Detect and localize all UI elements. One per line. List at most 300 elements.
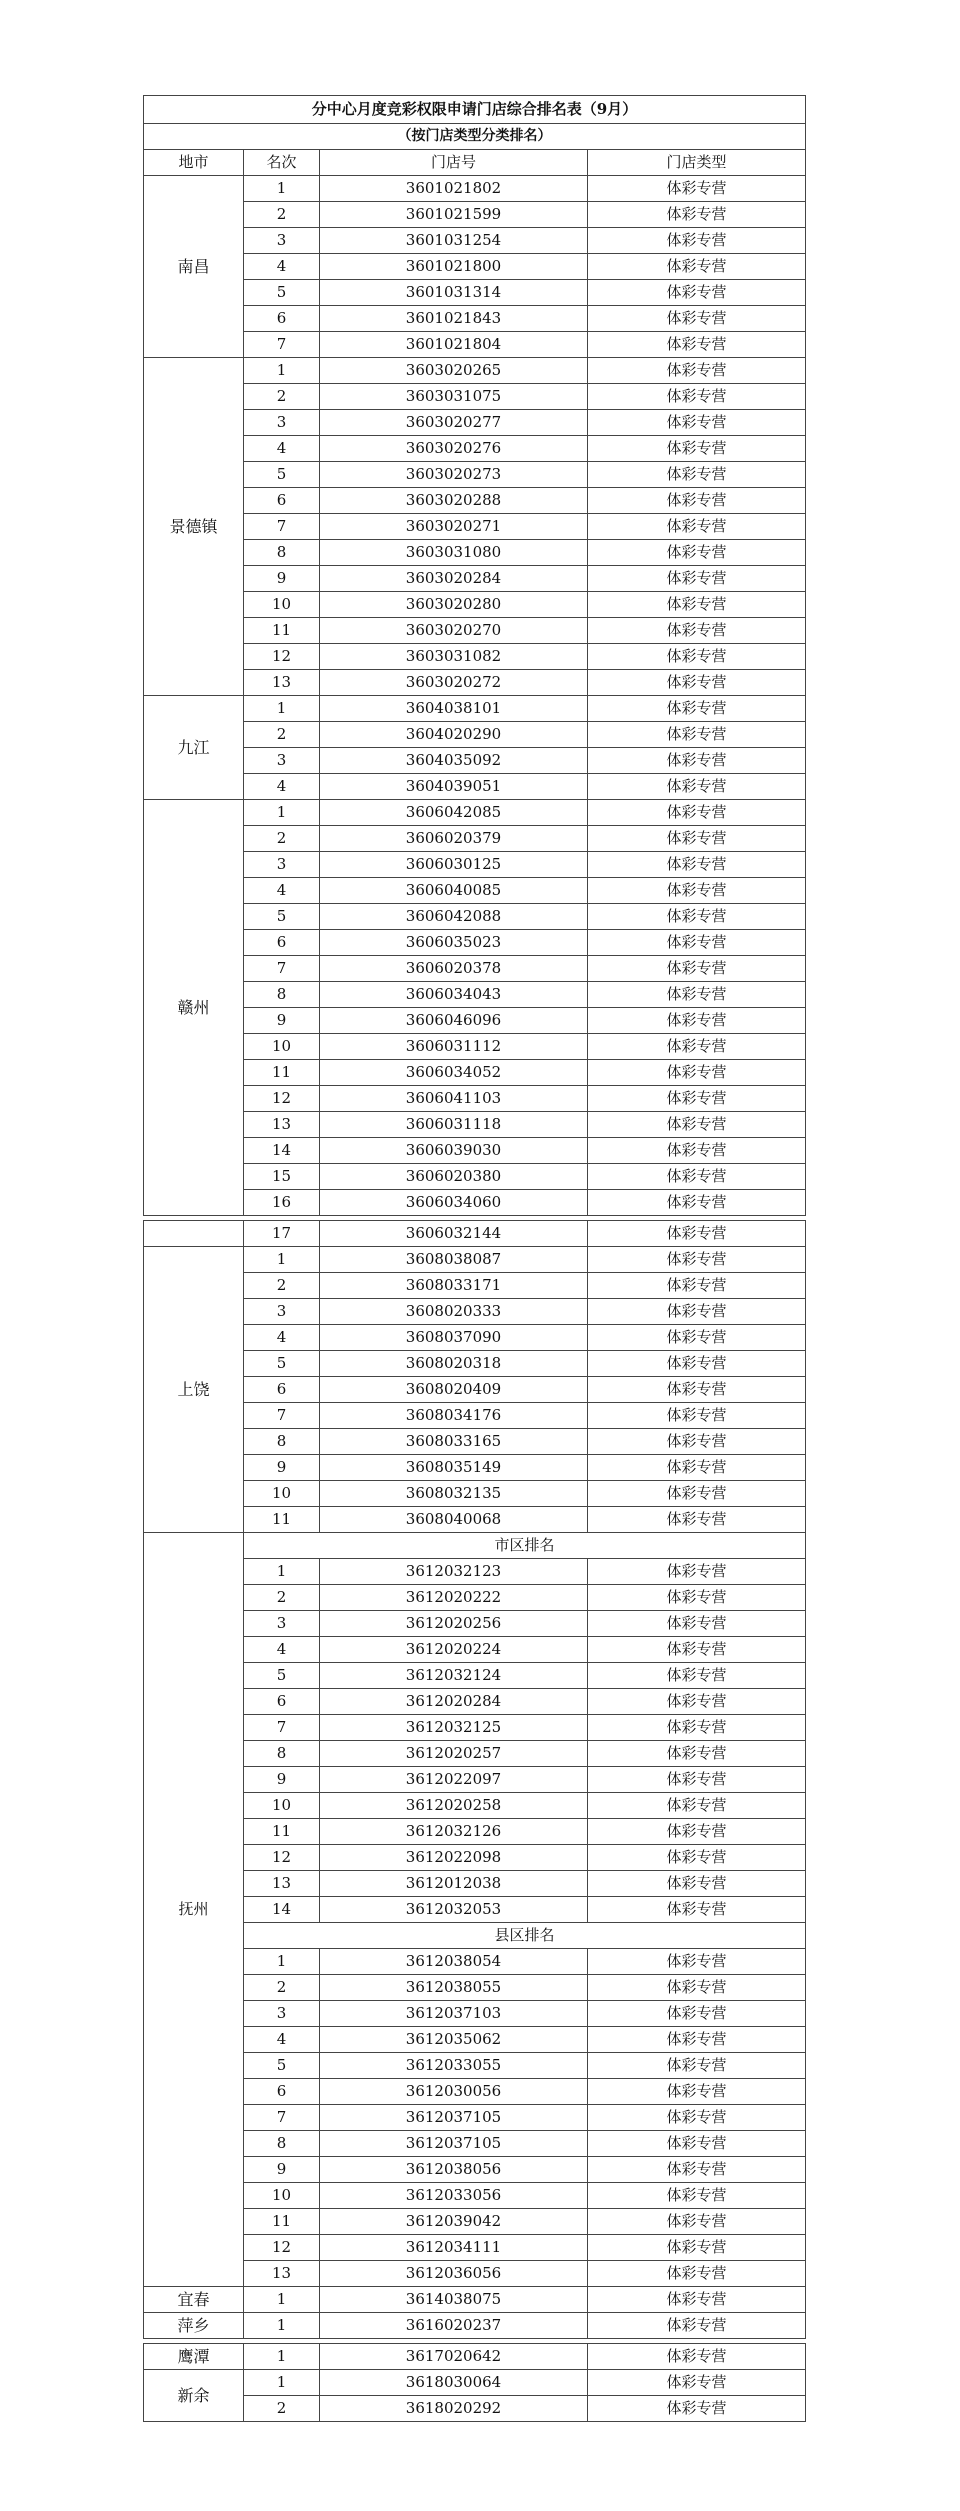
table-row (144, 566, 806, 592)
table-row (144, 1819, 806, 1845)
store-number-cell: 3604020290 (320, 722, 588, 748)
table-row (144, 332, 806, 358)
table-row (144, 1034, 806, 1060)
rank-cell: 4 (244, 436, 320, 462)
rank-cell: 7 (244, 2105, 320, 2131)
section-label: 市区排名 (244, 1533, 806, 1559)
store-number-cell: 3603020276 (320, 436, 588, 462)
rank-cell: 4 (244, 774, 320, 800)
rank-cell: 10 (244, 592, 320, 618)
rank-cell: 5 (244, 1351, 320, 1377)
rank-cell: 4 (244, 254, 320, 280)
table-row (144, 852, 806, 878)
header-store-type: 门店类型 (588, 150, 806, 176)
store-number-cell: 3604035092 (320, 748, 588, 774)
store-type-cell: 体彩专营 (588, 1299, 806, 1325)
store-number-cell: 3612022098 (320, 1845, 588, 1871)
rank-cell: 9 (244, 1455, 320, 1481)
store-number-cell: 3612037103 (320, 2001, 588, 2027)
rank-cell: 3 (244, 852, 320, 878)
rank-cell: 5 (244, 2053, 320, 2079)
city-cell: 景德镇 (144, 358, 244, 696)
rank-cell: 5 (244, 462, 320, 488)
store-type-cell: 体彩专营 (588, 2157, 806, 2183)
rank-cell: 1 (244, 800, 320, 826)
store-number-cell: 3612036056 (320, 2261, 588, 2287)
rank-cell: 10 (244, 1793, 320, 1819)
rank-cell: 7 (244, 956, 320, 982)
rank-cell: 16 (244, 1190, 320, 1216)
store-type-cell: 体彩专营 (588, 1663, 806, 1689)
ranking-document (143, 95, 805, 2422)
store-type-cell: 体彩专营 (588, 1793, 806, 1819)
store-number-cell: 3612032053 (320, 1897, 588, 1923)
rank-cell: 2 (244, 384, 320, 410)
city-cell: 上饶 (144, 1247, 244, 1533)
rank-cell: 3 (244, 228, 320, 254)
store-type-cell: 体彩专营 (588, 1221, 806, 1247)
table-row (144, 826, 806, 852)
store-type-cell: 体彩专营 (588, 1767, 806, 1793)
city-cell: 南昌 (144, 176, 244, 358)
table-row (144, 514, 806, 540)
store-number-cell: 3612012038 (320, 1871, 588, 1897)
table-row (144, 2183, 806, 2209)
table-row (144, 1845, 806, 1871)
rank-cell: 6 (244, 930, 320, 956)
store-number-cell: 3603020273 (320, 462, 588, 488)
rank-cell: 1 (244, 176, 320, 202)
city-cell (144, 1221, 244, 1247)
table-row (144, 1793, 806, 1819)
rank-cell: 7 (244, 1403, 320, 1429)
store-number-cell: 3612020258 (320, 1793, 588, 1819)
rank-cell: 14 (244, 1897, 320, 1923)
store-type-cell: 体彩专营 (588, 1455, 806, 1481)
rank-cell: 2 (244, 202, 320, 228)
store-number-cell: 3601031254 (320, 228, 588, 254)
store-number-cell: 3608033165 (320, 1429, 588, 1455)
store-number-cell: 3612037105 (320, 2131, 588, 2157)
store-type-cell: 体彩专营 (588, 1481, 806, 1507)
city-cell: 鹰潭 (144, 2344, 244, 2370)
store-type-cell: 体彩专营 (588, 566, 806, 592)
rank-cell: 9 (244, 566, 320, 592)
store-type-cell: 体彩专营 (588, 618, 806, 644)
store-number-cell: 3612035062 (320, 2027, 588, 2053)
store-number-cell: 3606035023 (320, 930, 588, 956)
table-row (144, 1741, 806, 1767)
rank-cell: 4 (244, 1637, 320, 1663)
store-type-cell: 体彩专营 (588, 254, 806, 280)
table-row (144, 2053, 806, 2079)
store-type-cell: 体彩专营 (588, 1034, 806, 1060)
store-type-cell: 体彩专营 (588, 1845, 806, 1871)
store-type-cell: 体彩专营 (588, 982, 806, 1008)
store-type-cell: 体彩专营 (588, 1138, 806, 1164)
rank-cell: 13 (244, 1112, 320, 1138)
rank-cell: 1 (244, 2287, 320, 2313)
table-row (144, 1507, 806, 1533)
table-row (144, 1112, 806, 1138)
table-row (144, 930, 806, 956)
store-number-cell: 3601031314 (320, 280, 588, 306)
table-row (144, 1767, 806, 1793)
store-type-cell: 体彩专营 (588, 1689, 806, 1715)
table-row (144, 1481, 806, 1507)
rank-cell: 11 (244, 1819, 320, 1845)
rank-cell: 1 (244, 1559, 320, 1585)
store-number-cell: 3612037105 (320, 2105, 588, 2131)
store-type-cell: 体彩专营 (588, 1975, 806, 2001)
store-type-cell: 体彩专营 (588, 2235, 806, 2261)
table-row (144, 1871, 806, 1897)
store-type-cell: 体彩专营 (588, 2027, 806, 2053)
store-type-cell: 体彩专营 (588, 748, 806, 774)
rank-cell: 6 (244, 1377, 320, 1403)
table-row (144, 228, 806, 254)
table-row (144, 696, 806, 722)
store-number-cell: 3601021800 (320, 254, 588, 280)
store-type-cell: 体彩专营 (588, 1164, 806, 1190)
rank-cell: 2 (244, 2396, 320, 2422)
store-type-cell: 体彩专营 (588, 2053, 806, 2079)
rank-cell: 13 (244, 2261, 320, 2287)
store-type-cell: 体彩专营 (588, 852, 806, 878)
store-number-cell: 3603020277 (320, 410, 588, 436)
store-type-cell: 体彩专营 (588, 332, 806, 358)
store-number-cell: 3606031118 (320, 1112, 588, 1138)
table-row (144, 176, 806, 202)
store-type-cell: 体彩专营 (588, 2131, 806, 2157)
table-row (144, 1190, 806, 1216)
rank-cell: 11 (244, 2209, 320, 2235)
store-type-cell: 体彩专营 (588, 826, 806, 852)
table-subtitle: （按门店类型分类排名） (144, 124, 806, 150)
table-row (144, 1715, 806, 1741)
table-row (144, 618, 806, 644)
city-cell: 九江 (144, 696, 244, 800)
store-number-cell: 3618030064 (320, 2370, 588, 2396)
store-type-cell: 体彩专营 (588, 1008, 806, 1034)
rank-cell: 3 (244, 748, 320, 774)
table-row (144, 1403, 806, 1429)
store-type-cell: 体彩专营 (588, 800, 806, 826)
rank-cell: 15 (244, 1164, 320, 1190)
table-row (144, 592, 806, 618)
table-row (144, 2105, 806, 2131)
rank-cell: 1 (244, 358, 320, 384)
store-type-cell: 体彩专营 (588, 176, 806, 202)
table-row (144, 670, 806, 696)
store-type-cell: 体彩专营 (588, 202, 806, 228)
store-number-cell: 3612034111 (320, 2235, 588, 2261)
rank-cell: 1 (244, 2344, 320, 2370)
store-number-cell: 3612030056 (320, 2079, 588, 2105)
rank-cell: 10 (244, 1481, 320, 1507)
rank-cell: 12 (244, 1845, 320, 1871)
table-row (144, 540, 806, 566)
table-row (144, 1429, 806, 1455)
rank-cell: 6 (244, 1689, 320, 1715)
rank-cell: 12 (244, 644, 320, 670)
table-row (144, 644, 806, 670)
store-number-cell: 3608020333 (320, 1299, 588, 1325)
table-row (144, 1689, 806, 1715)
store-number-cell: 3612020257 (320, 1741, 588, 1767)
table-row (144, 722, 806, 748)
store-number-cell: 3603031075 (320, 384, 588, 410)
rank-cell: 9 (244, 2157, 320, 2183)
store-type-cell: 体彩专营 (588, 2396, 806, 2422)
store-type-cell: 体彩专营 (588, 1190, 806, 1216)
store-type-cell: 体彩专营 (588, 1351, 806, 1377)
store-number-cell: 3606031112 (320, 1034, 588, 1060)
table-row (144, 2370, 806, 2396)
rank-cell: 2 (244, 1585, 320, 1611)
rank-cell: 1 (244, 2313, 320, 2339)
store-type-cell: 体彩专营 (588, 488, 806, 514)
table-row (144, 2131, 806, 2157)
rank-cell: 11 (244, 1060, 320, 1086)
store-number-cell: 3603031080 (320, 540, 588, 566)
table-row (144, 2313, 806, 2339)
store-type-cell: 体彩专营 (588, 930, 806, 956)
store-number-cell: 3608033171 (320, 1273, 588, 1299)
store-number-cell: 3612032123 (320, 1559, 588, 1585)
store-number-cell: 3612033055 (320, 2053, 588, 2079)
store-number-cell: 3608040068 (320, 1507, 588, 1533)
table-row (144, 1221, 806, 1247)
table-row (144, 1086, 806, 1112)
table-row (144, 1008, 806, 1034)
header-store-no: 门店号 (320, 150, 588, 176)
rank-cell: 4 (244, 1325, 320, 1351)
header-city: 地市 (144, 150, 244, 176)
city-cell: 抚州 (144, 1533, 244, 2287)
table-row (144, 306, 806, 332)
store-type-cell: 体彩专营 (588, 722, 806, 748)
store-number-cell: 3603020265 (320, 358, 588, 384)
store-number-cell: 3608032135 (320, 1481, 588, 1507)
store-number-cell: 3616020237 (320, 2313, 588, 2339)
store-number-cell: 3603020271 (320, 514, 588, 540)
rank-cell: 3 (244, 1611, 320, 1637)
store-type-cell: 体彩专营 (588, 462, 806, 488)
store-number-cell: 3606039030 (320, 1138, 588, 1164)
table-row (144, 1663, 806, 1689)
store-number-cell: 3606020380 (320, 1164, 588, 1190)
store-number-cell: 3612022097 (320, 1767, 588, 1793)
store-number-cell: 3606034060 (320, 1190, 588, 1216)
header-rank: 名次 (244, 150, 320, 176)
rank-cell: 4 (244, 2027, 320, 2053)
store-number-cell: 3608037090 (320, 1325, 588, 1351)
store-type-cell: 体彩专营 (588, 696, 806, 722)
store-number-cell: 3606020379 (320, 826, 588, 852)
table-row (144, 1975, 806, 2001)
table-row (144, 1455, 806, 1481)
table-row (144, 774, 806, 800)
store-number-cell: 3614038075 (320, 2287, 588, 2313)
store-type-cell: 体彩专营 (588, 774, 806, 800)
table-row (144, 1164, 806, 1190)
rank-cell: 1 (244, 2370, 320, 2396)
table-row (144, 358, 806, 384)
store-number-cell: 3612038055 (320, 1975, 588, 2001)
store-number-cell: 3606034043 (320, 982, 588, 1008)
store-type-cell: 体彩专营 (588, 2344, 806, 2370)
rank-cell: 12 (244, 1086, 320, 1112)
table-row (144, 1949, 806, 1975)
table-row (144, 1325, 806, 1351)
rank-cell: 2 (244, 1975, 320, 2001)
rank-cell: 10 (244, 1034, 320, 1060)
store-number-cell: 3612032125 (320, 1715, 588, 1741)
store-type-cell: 体彩专营 (588, 670, 806, 696)
table-row (144, 748, 806, 774)
store-type-cell: 体彩专营 (588, 514, 806, 540)
store-type-cell: 体彩专营 (588, 1247, 806, 1273)
rank-cell: 11 (244, 1507, 320, 1533)
store-type-cell: 体彩专营 (588, 1377, 806, 1403)
store-number-cell: 3606020378 (320, 956, 588, 982)
rank-cell: 6 (244, 2079, 320, 2105)
rank-cell: 3 (244, 1299, 320, 1325)
store-type-cell: 体彩专营 (588, 644, 806, 670)
store-type-cell: 体彩专营 (588, 540, 806, 566)
rank-cell: 17 (244, 1221, 320, 1247)
store-type-cell: 体彩专营 (588, 1949, 806, 1975)
store-number-cell: 3617020642 (320, 2344, 588, 2370)
ranking-table (143, 95, 806, 2422)
store-number-cell: 3612020222 (320, 1585, 588, 1611)
table-row (144, 254, 806, 280)
store-type-cell: 体彩专营 (588, 2105, 806, 2131)
table-row (144, 904, 806, 930)
table-row (144, 436, 806, 462)
section-label: 县区排名 (244, 1923, 806, 1949)
rank-cell: 2 (244, 826, 320, 852)
store-number-cell: 3606030125 (320, 852, 588, 878)
store-number-cell: 3608020409 (320, 1377, 588, 1403)
store-number-cell: 3612032126 (320, 1819, 588, 1845)
table-row (144, 1351, 806, 1377)
table-row (144, 1299, 806, 1325)
store-type-cell: 体彩专营 (588, 1086, 806, 1112)
store-type-cell: 体彩专营 (588, 280, 806, 306)
store-number-cell: 3608034176 (320, 1403, 588, 1429)
rank-cell: 7 (244, 1715, 320, 1741)
store-number-cell: 3601021599 (320, 202, 588, 228)
store-type-cell: 体彩专营 (588, 592, 806, 618)
rank-cell: 11 (244, 618, 320, 644)
store-type-cell: 体彩专营 (588, 1585, 806, 1611)
store-number-cell: 3612038056 (320, 2157, 588, 2183)
rank-cell: 9 (244, 1008, 320, 1034)
table-row (144, 2396, 806, 2422)
store-type-cell: 体彩专营 (588, 878, 806, 904)
table-title: 分中心月度竞彩权限申请门店综合排名表（9月） (144, 96, 806, 124)
store-number-cell: 3618020292 (320, 2396, 588, 2422)
rank-cell: 14 (244, 1138, 320, 1164)
rank-cell: 2 (244, 722, 320, 748)
rank-cell: 7 (244, 332, 320, 358)
table-row (144, 956, 806, 982)
store-type-cell: 体彩专营 (588, 228, 806, 254)
store-number-cell: 3603020288 (320, 488, 588, 514)
store-type-cell: 体彩专营 (588, 1507, 806, 1533)
table-row (144, 800, 806, 826)
rank-cell: 8 (244, 982, 320, 1008)
table-row (144, 2157, 806, 2183)
rank-cell: 10 (244, 2183, 320, 2209)
rank-cell: 12 (244, 2235, 320, 2261)
rank-cell: 4 (244, 878, 320, 904)
store-type-cell: 体彩专营 (588, 2001, 806, 2027)
store-type-cell: 体彩专营 (588, 1112, 806, 1138)
table-row (144, 2261, 806, 2287)
store-number-cell: 3601021843 (320, 306, 588, 332)
rank-cell: 13 (244, 1871, 320, 1897)
store-number-cell: 3606046096 (320, 1008, 588, 1034)
section-heading-row (144, 1533, 806, 1559)
store-number-cell: 3608038087 (320, 1247, 588, 1273)
store-type-cell: 体彩专营 (588, 1611, 806, 1637)
table-row (144, 982, 806, 1008)
store-type-cell: 体彩专营 (588, 904, 806, 930)
table-row (144, 202, 806, 228)
store-number-cell: 3612020284 (320, 1689, 588, 1715)
table-row (144, 1060, 806, 1086)
table-row (144, 1585, 806, 1611)
store-number-cell: 3606041103 (320, 1086, 588, 1112)
store-number-cell: 3606042085 (320, 800, 588, 826)
store-type-cell: 体彩专营 (588, 1819, 806, 1845)
store-number-cell: 3603020280 (320, 592, 588, 618)
table-row (144, 2209, 806, 2235)
table-row (144, 2001, 806, 2027)
store-type-cell: 体彩专营 (588, 2209, 806, 2235)
table-row (144, 462, 806, 488)
store-number-cell: 3603020270 (320, 618, 588, 644)
store-number-cell: 3604038101 (320, 696, 588, 722)
store-type-cell: 体彩专营 (588, 1871, 806, 1897)
store-number-cell: 3606034052 (320, 1060, 588, 1086)
section-heading-row (144, 1923, 806, 1949)
store-type-cell: 体彩专营 (588, 1325, 806, 1351)
table-row (144, 1897, 806, 1923)
store-number-cell: 3606032144 (320, 1221, 588, 1247)
table-row (144, 878, 806, 904)
store-number-cell: 3608035149 (320, 1455, 588, 1481)
store-number-cell: 3612033056 (320, 2183, 588, 2209)
store-number-cell: 3612038054 (320, 1949, 588, 1975)
store-number-cell: 3603020272 (320, 670, 588, 696)
store-number-cell: 3604039051 (320, 774, 588, 800)
store-number-cell: 3608020318 (320, 1351, 588, 1377)
table-row (144, 384, 806, 410)
rank-cell: 8 (244, 1741, 320, 1767)
rank-cell: 3 (244, 410, 320, 436)
store-type-cell: 体彩专营 (588, 2287, 806, 2313)
store-type-cell: 体彩专营 (588, 1429, 806, 1455)
store-number-cell: 3612032124 (320, 1663, 588, 1689)
table-row (144, 410, 806, 436)
table-row (144, 1637, 806, 1663)
store-number-cell: 3603031082 (320, 644, 588, 670)
rank-cell: 2 (244, 1273, 320, 1299)
